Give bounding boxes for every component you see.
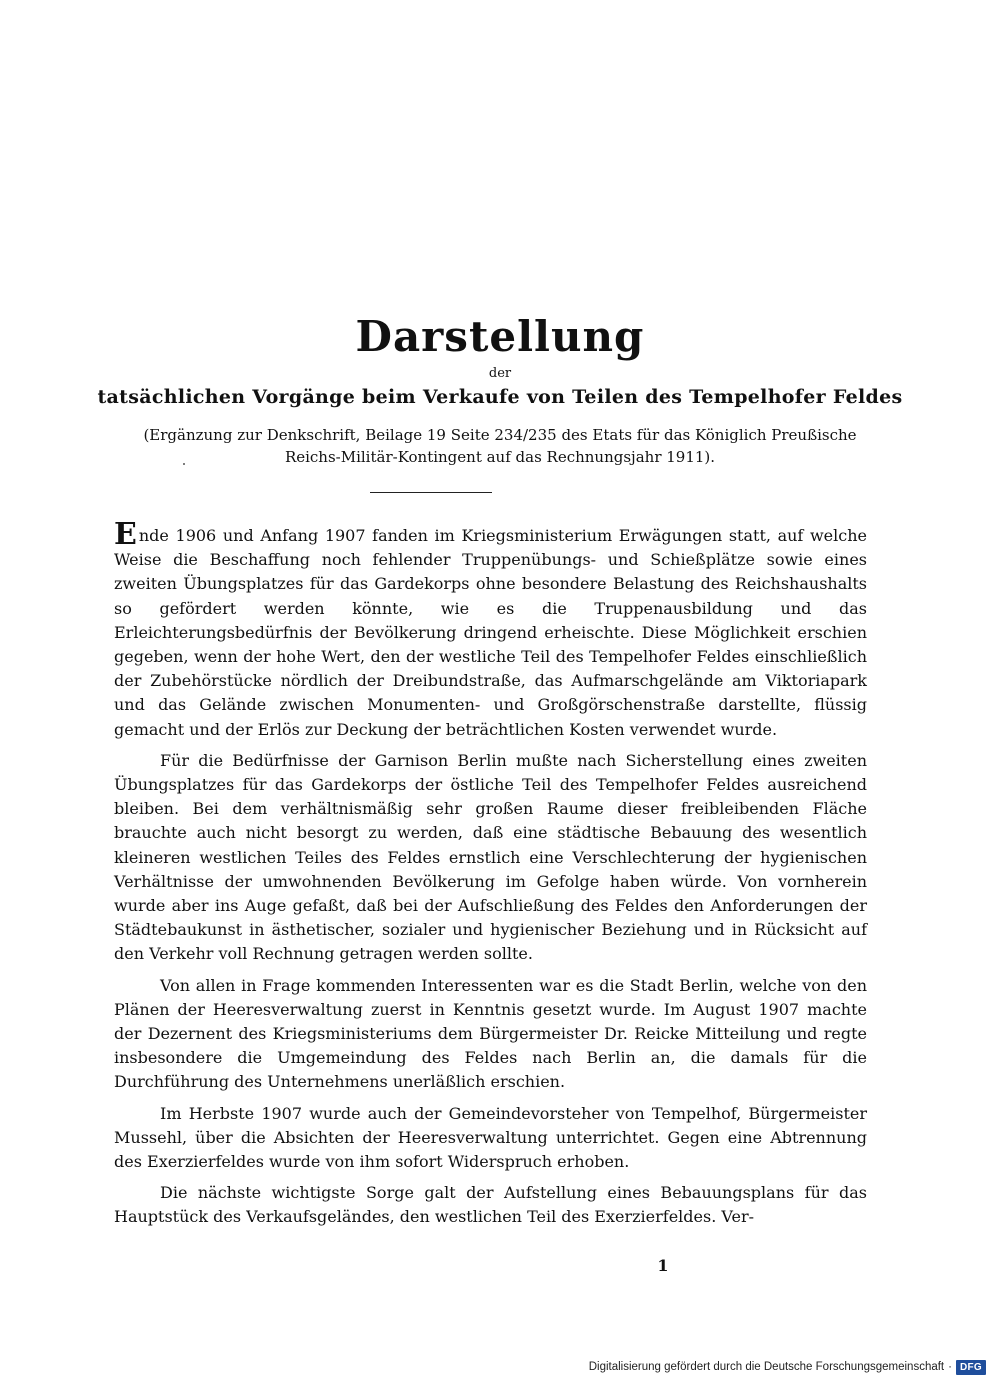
- paragraph: [114, 517, 867, 742]
- paragraph: Im Herbste 1907 wurde auch der Gemeindevorsteher von Tempelhof, Bürgermeister Mussehl, über die Absichten der Heeresverwaltung unterrichtet. Gegen eine Abtrennung des Exerzierfeldes wurde von ihm sofort Widerspruch erhoben.: [114, 1103, 867, 1172]
- drop-cap: E: [114, 517, 137, 552]
- page-number: 1: [657, 1256, 669, 1275]
- separator-dot: ·: [948, 1361, 952, 1373]
- paragraph: Von allen in Frage kommenden Interessenten war es die Stadt Berlin, welche von den Plänen der Heeresverwaltung zuerst in Kenntnis gesetzt wurde. Im August 1907 machte der Dezernent des Kriegsministeriums dem Bürgermeister Dr. Reicke Mitteilung und regte insbesondere die Umgemeindung des Feldes nach Berlin an, die damals für die Durchführung des Unternehmens unerläßlich erschien.: [114, 975, 867, 1092]
- subtitle: tatsächlichen Vorgänge beim Verkaufe von Teilen des Tempelhofer Feldes: [97, 386, 903, 408]
- body-text: [114, 517, 867, 1237]
- section-divider: [370, 492, 492, 493]
- title-connector: der: [488, 366, 512, 381]
- digitization-footer: [589, 1357, 986, 1377]
- page-title: Darstellung: [355, 312, 645, 361]
- print-speck: [183, 463, 185, 465]
- paragraph: Für die Bedürfnisse der Garnison Berlin mußte nach Sicherstellung eines zweiten Übungsplatzes für das Gardekorps der östliche Teil des Tempelhofer Feldes ausreichend bleiben. Bei dem verhältnismäßig sehr großen Raume dieser freibleibenden Fläche brauchte auch nicht besorgt zu werden, daß eine städtische Bebauung des wesentlich kleineren westlichen Teiles des Feldes ernstlich eine Verschlechterung der hygienischen Verhältnisse der umwohnenden Bevölkerung im Gefolge haben würde. Von vornherein wurde aber ins Auge gefaßt, daß bei der Aufschließung des Feldes den Anforderungen der Städtebaukunst in ästhetischer, sozialer und hygienischer Beziehung und in Rücksicht auf den Verkehr voll Rechnung getragen werden sollte.: [114, 750, 867, 964]
- paragraph-text: nde 1906 und Anfang 1907 fanden im Kriegsministerium Erwägungen statt, auf welche Weise die Beschaffung noch fehlender Truppenübungs- und Schießplätze sowie eines zweiten Übungsplatzes für das Gardekorps ohne besondere Belastung des Reichshaushalts so gefördert werden könnte, wie es die Truppenausbildung und das Erleichterungsbedürfnis der Bevölkerung dringend erheischte. Diese Möglichkeit erschien gegeben, wenn der hohe Wert, den der westliche Teil des Tempelhofer Feldes einschließlich der Zubehörstücke nördlich der Dreibundstraße, das Aufmarschgelände am Viktoriapark und das Gelände zwischen Monumenten- und Großgörschenstraße darstellte, flüssig gemacht und der Erlös zur Deckung der beträchtlichen Kosten verwendet wurde.: [114, 526, 867, 739]
- supplement-line: (Ergänzung zur Denkschrift, Beilage 19 Seite 234/235 des Etats für das Königlich Preußische: [143, 426, 857, 444]
- paragraph: Die nächste wichtigste Sorge galt der Aufstellung eines Bebauungsplans für das Hauptstück des Verkaufsgeländes, den westlichen Teil des Exerzierfeldes. Ver-: [114, 1183, 867, 1227]
- dfg-logo: DFG: [956, 1360, 986, 1375]
- digitization-credit: Digitalisierung gefördert durch die Deutsche Forschungsgemeinschaft: [588, 1361, 945, 1373]
- supplement-note: [100, 424, 900, 468]
- supplement-line: Reichs-Militär-Kontingent auf das Rechnungsjahr 1911).: [284, 448, 716, 466]
